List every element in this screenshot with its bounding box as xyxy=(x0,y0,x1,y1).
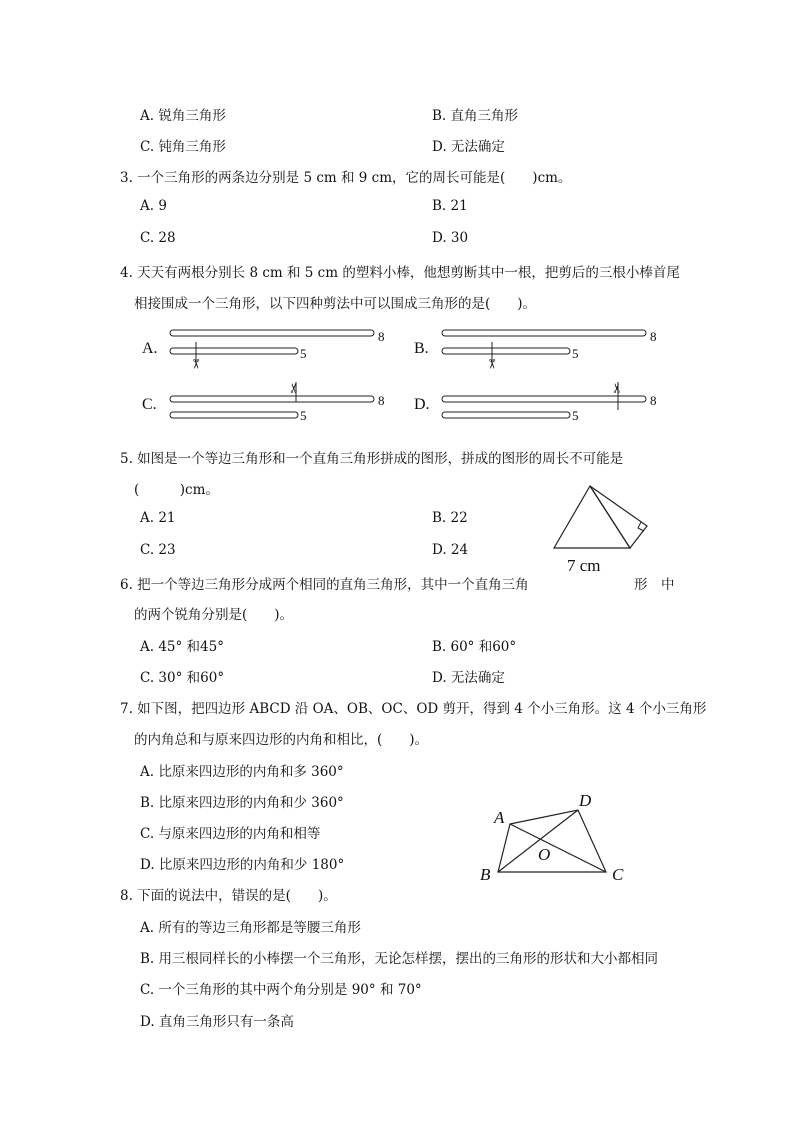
q5-option-c: C. 23 xyxy=(140,542,176,558)
q7-vertex-o: O xyxy=(538,845,551,864)
q8-option-d: D. 直角三角形只有一条高 xyxy=(140,1014,294,1030)
q5-triangle-figure xyxy=(550,482,660,562)
scissors-icon: ✂ xyxy=(286,382,302,394)
q7-stem-line2: 的内角总和与原来四边形的内角和相比，( )。 xyxy=(134,732,429,748)
q6-stem-line1-tail: 形 中 xyxy=(634,577,675,593)
q4-fig-label-b: B. xyxy=(414,340,429,357)
q4-stem-line1: 4. 天天有两根分别长 8 cm 和 5 cm 的塑料小棒，他想剪断其中一根，把剪后的三根小棒首尾 xyxy=(120,265,680,281)
q4-b-long-length: 8 xyxy=(650,329,657,344)
scissors-icon: ✂ xyxy=(188,358,204,370)
q5-option-a: A. 21 xyxy=(140,510,176,526)
q4-a-short-length: 5 xyxy=(300,346,307,361)
q7-option-a: A. 比原来四边形的内角和多 360° xyxy=(140,764,344,780)
q7-quadrilateral-figure xyxy=(490,806,630,886)
q5-option-d: D. 24 xyxy=(432,542,469,558)
q3-option-d: D. 30 xyxy=(432,230,469,246)
q4-b-short-length: 5 xyxy=(572,346,579,361)
scissors-icon: ✂ xyxy=(484,358,500,370)
q6-stem-line1: 6. 把一个等边三角形分成两个相同的直角三角形，其中一个直角三角 xyxy=(120,577,529,593)
q3-option-b: B. 21 xyxy=(432,198,468,214)
q4-c-short-length: 5 xyxy=(300,408,307,423)
q4-stick-pair-d xyxy=(440,380,660,420)
q2-option-c: C. 钝角三角形 xyxy=(140,139,226,155)
q3-stem: 3. 一个三角形的两条边分别是 5 cm 和 9 cm，它的周长可能是( )cm。 xyxy=(120,170,572,186)
q2-option-d: D. 无法确定 xyxy=(432,139,505,155)
q4-stick-pair-c xyxy=(168,380,388,420)
q7-option-c: C. 与原来四边形的内角和相等 xyxy=(140,826,321,842)
q4-a-long-length: 8 xyxy=(378,329,385,344)
q6-option-c: C. 30° 和60° xyxy=(140,670,225,686)
q7-vertex-c: C xyxy=(612,865,624,884)
q7-option-b: B. 比原来四边形的内角和少 360° xyxy=(140,795,344,811)
q2-option-b: B. 直角三角形 xyxy=(432,108,519,124)
q2-option-a: A. 锐角三角形 xyxy=(140,108,226,124)
q4-stem-line2: 相接围成一个三角形，以下四种剪法中可以围成三角形的是( )。 xyxy=(134,296,537,312)
q6-stem-line2: 的两个锐角分别是( )。 xyxy=(134,607,294,623)
q7-vertex-a: A xyxy=(494,808,505,827)
q7-option-d: D. 比原来四边形的内角和少 180° xyxy=(140,857,345,873)
q8-stem: 8. 下面的说法中，错误的是( )。 xyxy=(120,888,337,904)
q4-d-long-length: 8 xyxy=(650,393,657,408)
q5-stem-line1: 5. 如图是一个等边三角形和一个直角三角形拼成的图形，拼成的图形的周长不可能是 xyxy=(120,451,624,467)
q7-vertex-d: D xyxy=(579,791,592,810)
q6-option-a: A. 45° 和45° xyxy=(140,639,224,655)
q7-vertex-b: B xyxy=(480,865,491,884)
q6-option-d: D. 无法确定 xyxy=(432,670,505,686)
scissors-icon: ✂ xyxy=(609,382,625,394)
q8-option-b: B. 用三根同样长的小棒摆一个三角形，无论怎样摆，摆出的三角形的形状和大小都相同 xyxy=(140,951,659,967)
q5-stem-line2: ( )cm。 xyxy=(134,482,219,498)
q8-option-c: C. 一个三角形的其中两个角分别是 90° 和 70° xyxy=(140,982,422,998)
q4-stick-pair-b xyxy=(440,326,660,366)
q6-option-b: B. 60° 和60° xyxy=(432,639,517,655)
q7-stem-line1: 7. 如下图，把四边形 ABCD 沿 OA、OB、OC、OD 剪开，得到 4 个小三角形。这 4 个小三角形 xyxy=(120,701,707,717)
q4-d-short-length: 5 xyxy=(572,408,579,423)
q3-option-a: A. 9 xyxy=(140,198,167,214)
q4-fig-label-c: C. xyxy=(142,396,157,413)
q5-figure-side-label: 7 cm xyxy=(567,556,601,575)
q4-c-long-length: 8 xyxy=(378,393,385,408)
q4-fig-label-a: A. xyxy=(142,340,158,357)
q5-option-b: B. 22 xyxy=(432,510,468,526)
q4-fig-label-d: D. xyxy=(414,396,430,413)
q3-option-c: C. 28 xyxy=(140,230,176,246)
q8-option-a: A. 所有的等边三角形都是等腰三角形 xyxy=(140,920,361,936)
